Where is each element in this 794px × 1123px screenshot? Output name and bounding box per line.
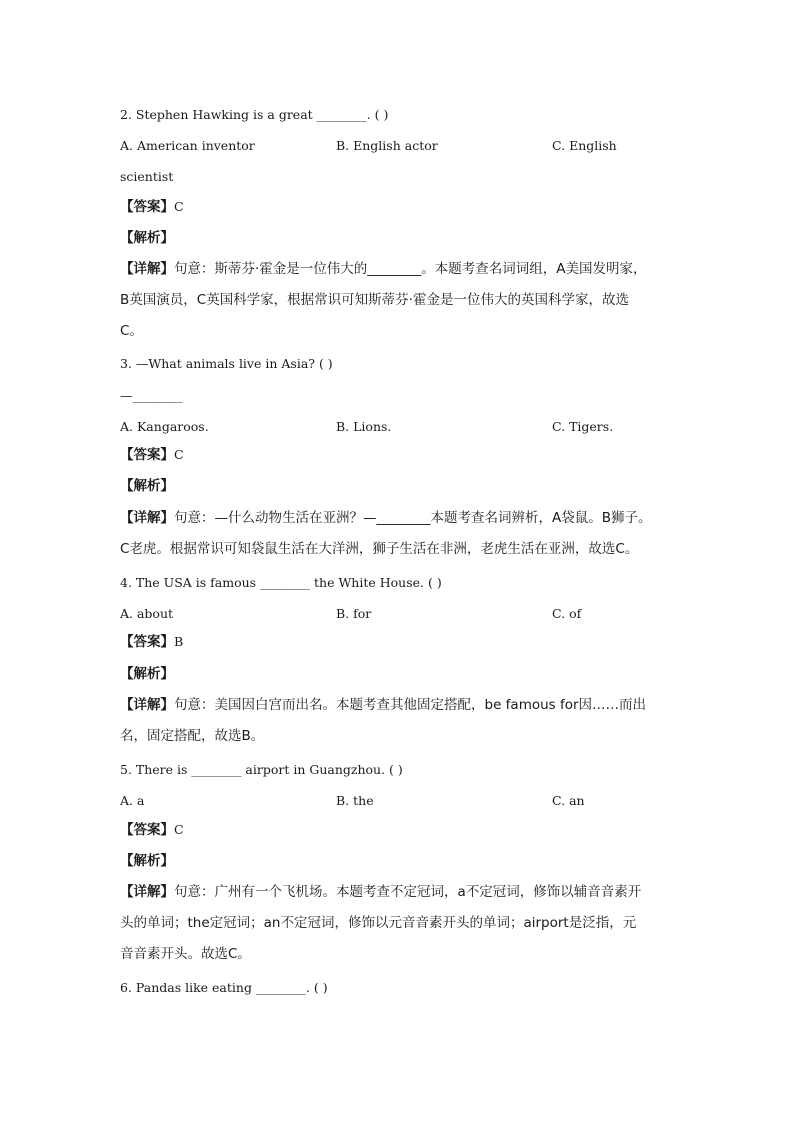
q3-analysis-label: 【解析】 <box>120 478 174 494</box>
q3-option-b: B. Lions. <box>336 419 392 434</box>
q2-detail-line-1 <box>120 261 647 277</box>
q5-analysis-label: 【解析】 <box>120 853 174 869</box>
q2-detail-line-2: B英国演员，C英国科学家，根据常识可知斯蒂芬·霍金是一位伟大的英国科学家，故选 <box>120 292 629 308</box>
detail-label: 【详解】 <box>120 261 174 277</box>
q3-detail-line-1 <box>120 510 652 526</box>
q5-option-c: C. an <box>552 793 585 808</box>
detail-label: 【详解】 <box>120 884 174 900</box>
q4-answer <box>120 634 183 650</box>
q5-detail-line-1 <box>120 884 641 900</box>
q3-stem: 3. —What animals live in Asia? ( ) <box>120 356 333 371</box>
q5-option-a: A. a <box>120 793 145 808</box>
q3-option-c: C. Tigers. <box>552 419 614 434</box>
q5-detail-line-3: 音音素开头。故选C。 <box>120 946 251 962</box>
q3-answer <box>120 447 184 463</box>
detail-label: 【详解】 <box>120 510 174 526</box>
q4-option-b: B. for <box>336 606 372 621</box>
q3-detail-line-2: C老虎。根据常识可知袋鼠生活在大洋洲，狮子生活在非洲，老虎生活在亚洲，故选C。 <box>120 541 639 557</box>
answer-value: B <box>174 634 184 649</box>
q5-detail-line-2: 头的单词；the定冠词；an不定冠词，修饰以元音音素开头的单词；airport是泛指，元 <box>120 915 637 931</box>
q2-analysis-label: 【解析】 <box>120 230 174 246</box>
detail-text: 句意：广州有一个飞机场。本题考查不定冠词，a不定冠词，修饰以辅音音素开 <box>174 884 642 900</box>
q2-option-a: A. American inventor <box>120 138 255 153</box>
answer-value: C <box>174 822 184 837</box>
q5-stem: 5. There is ________ airport in Guangzhou. ( ) <box>120 762 403 777</box>
q4-option-c: C. of <box>552 606 582 621</box>
answer-value: C <box>174 447 184 462</box>
detail-text: 句意：—什么动物生活在亚洲？—________本题考查名词辨析，A袋鼠。B狮子。 <box>174 510 652 526</box>
detail-text: 句意：美国因白宫而出名。本题考查其他固定搭配，be famous for因……而出 <box>174 697 647 713</box>
q2-option-c: C. English <box>552 138 617 153</box>
answer-value: C <box>174 199 184 214</box>
q5-option-b: B. the <box>336 793 374 808</box>
q3-option-a: A. Kangaroos. <box>120 419 209 434</box>
q4-stem: 4. The USA is famous ________ the White House. ( ) <box>120 575 442 590</box>
q2-option-c-wrap: scientist <box>120 169 174 184</box>
q5-answer <box>120 822 184 838</box>
q2-stem: 2. Stephen Hawking is a great ________. ( ) <box>120 107 389 122</box>
q4-option-a: A. about <box>120 606 174 621</box>
answer-label: 【答案】 <box>120 822 174 838</box>
answer-label: 【答案】 <box>120 447 174 463</box>
q6-stem: 6. Pandas like eating ________. ( ) <box>120 980 328 995</box>
q2-detail-line-3: C。 <box>120 323 143 339</box>
answer-label: 【答案】 <box>120 199 174 215</box>
detail-text: 句意：斯蒂芬·霍金是一位伟大的________。本题考查名词词组，A美国发明家， <box>174 261 647 277</box>
detail-label: 【详解】 <box>120 697 174 713</box>
q2-option-b: B. English actor <box>336 138 438 153</box>
q4-detail-line-1 <box>120 697 646 713</box>
answer-label: 【答案】 <box>120 634 174 650</box>
q4-detail-line-2: 名，固定搭配，故选B。 <box>120 728 265 744</box>
q3-reply: —________ <box>120 388 183 403</box>
q4-analysis-label: 【解析】 <box>120 666 174 682</box>
q2-answer <box>120 199 184 215</box>
